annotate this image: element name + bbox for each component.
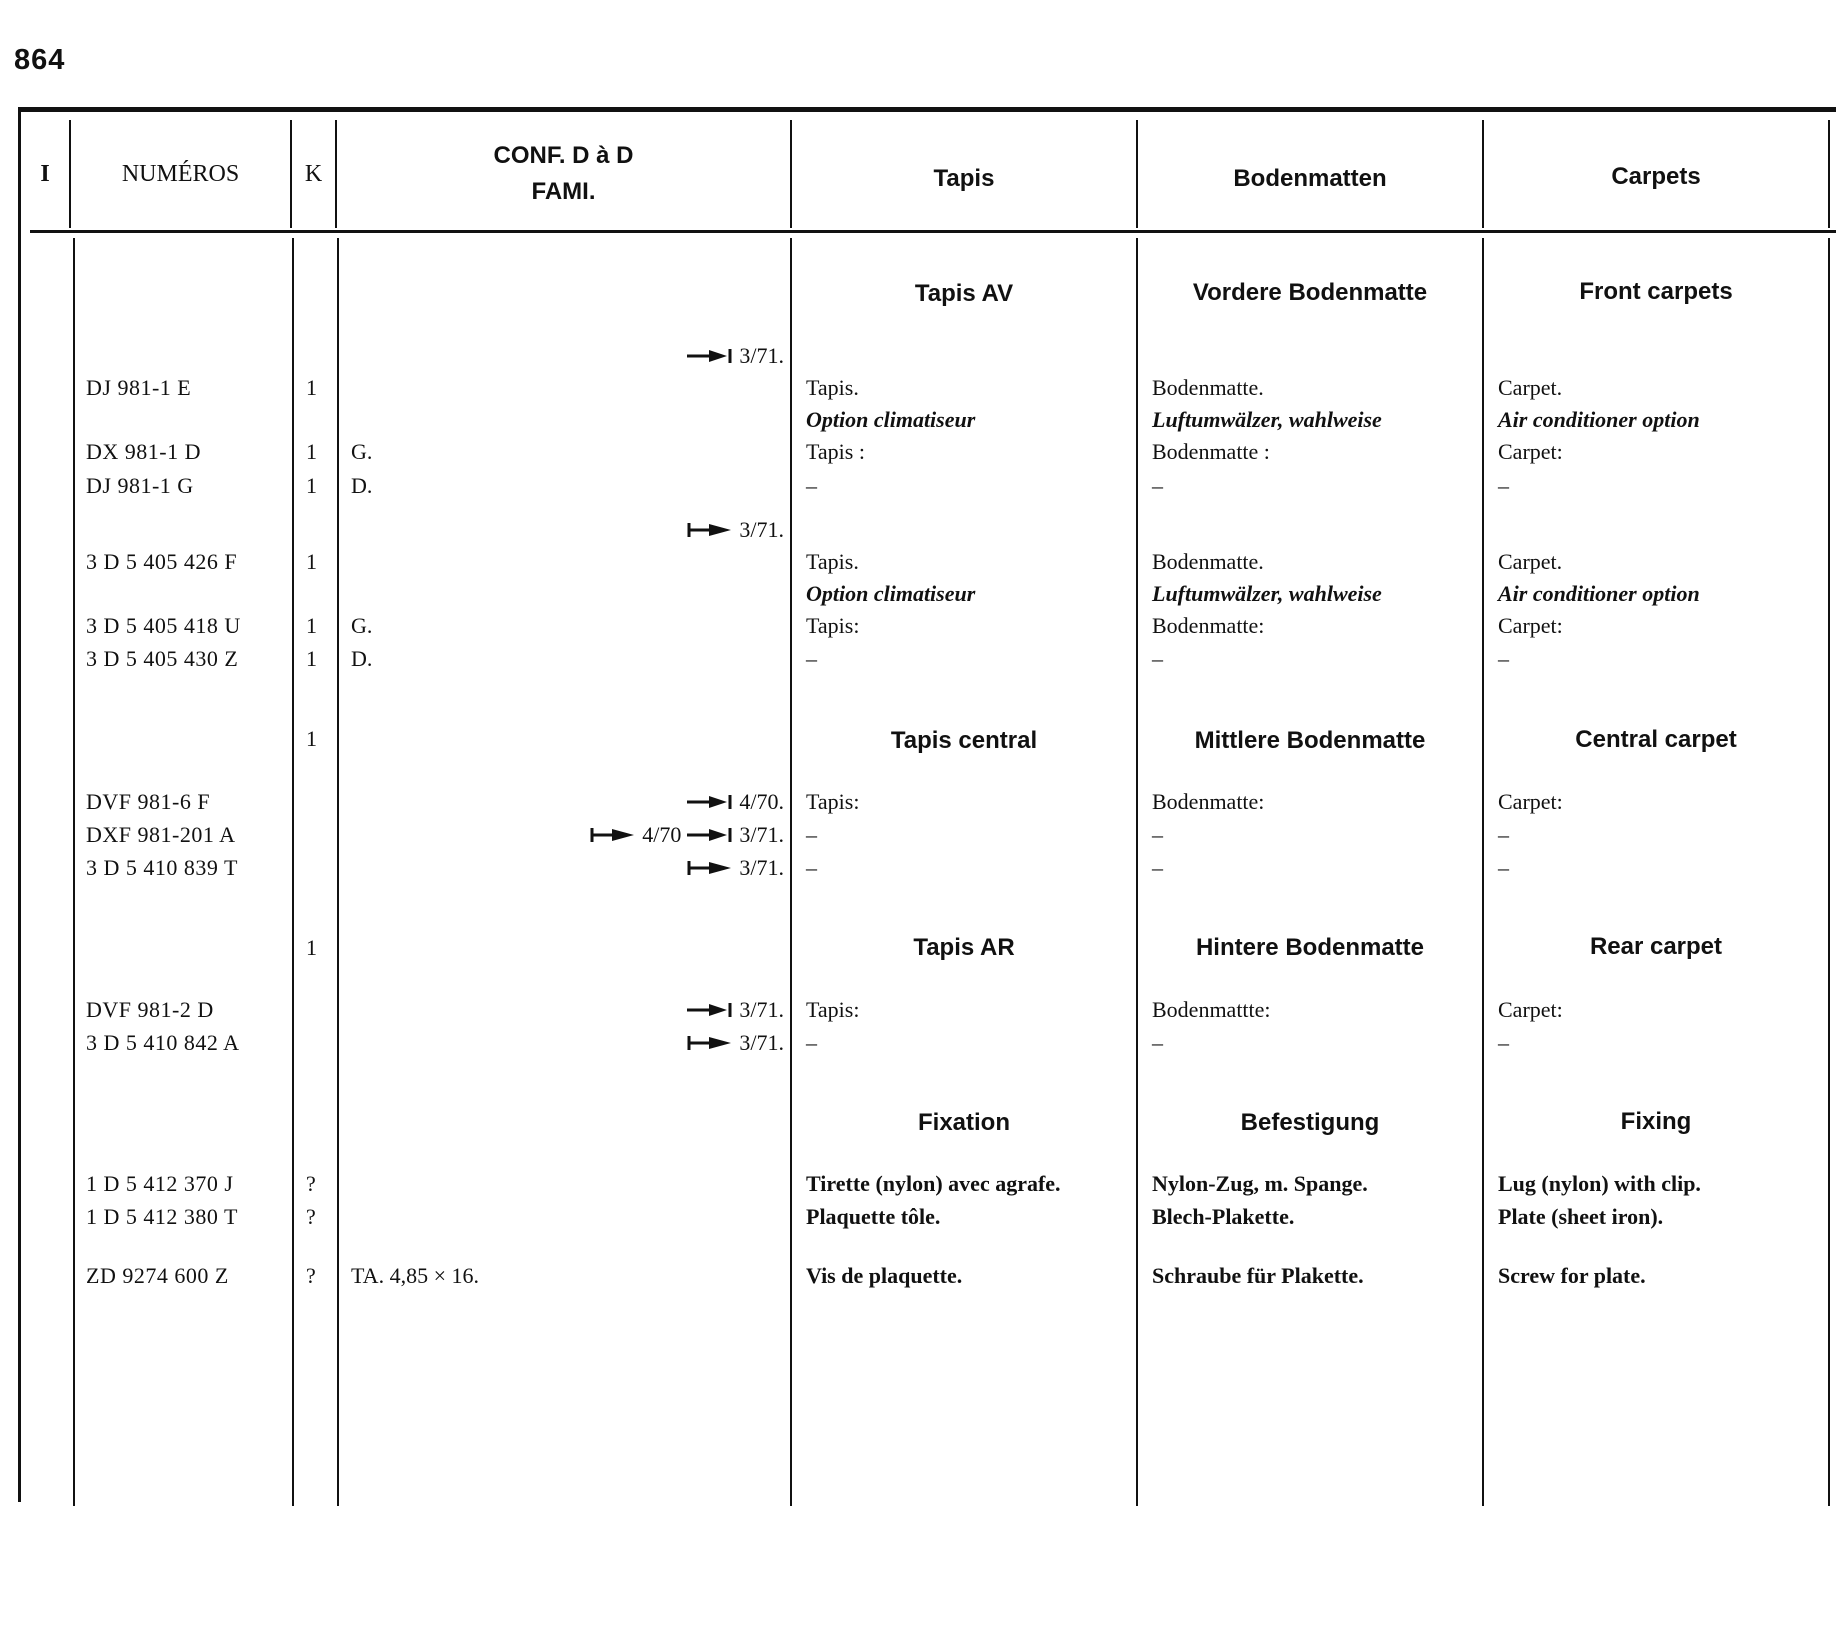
description-english: Plate (sheet iron). (1498, 1204, 1664, 1229)
column-divider (1136, 238, 1138, 1506)
description-english: Lug (nylon) with clip. (1498, 1171, 1701, 1196)
description-french: Option climatiseur (806, 581, 976, 606)
part-number: 3 D 5 410 842 A (86, 1030, 240, 1055)
part-number: DXF 981-201 A (86, 822, 236, 847)
bar-to-arrow-icon (687, 1036, 733, 1050)
description-german: Bodenmatte. (1152, 549, 1264, 574)
description-french: Tapis: (806, 613, 860, 638)
quantity-k: ? (306, 1171, 316, 1196)
quantity-k: ? (306, 1204, 316, 1229)
date-marker (687, 996, 784, 1024)
section-title-german: Vordere Bodenmatte (1192, 279, 1428, 306)
date-marker (687, 516, 784, 544)
description-french: – (806, 855, 817, 880)
description-french: Tapis : (806, 439, 865, 464)
date-marker (687, 854, 784, 882)
header-k: K (304, 160, 323, 187)
description-french: – (806, 1030, 817, 1055)
section-title-english: Front carpets (1579, 278, 1733, 305)
header-french: Tapis (933, 165, 995, 192)
description-german: – (1152, 473, 1163, 498)
description-english: – (1498, 646, 1509, 671)
description-french: Tapis. (806, 549, 859, 574)
header-conf-line1: CONF. D à D (493, 142, 634, 169)
description-english: – (1498, 822, 1509, 847)
part-number: DX 981-1 D (86, 439, 201, 464)
description-english: – (1498, 855, 1509, 880)
header-col-i: I (40, 160, 50, 187)
section-title-english: Central carpet (1575, 726, 1737, 753)
description-english: Carpet: (1498, 439, 1563, 464)
description-french: – (806, 822, 817, 847)
section-title-french: Fixation (917, 1109, 1010, 1136)
description-english: Carpet: (1498, 613, 1563, 638)
part-number: DJ 981-1 E (86, 375, 192, 400)
marker-date: 3/71. (739, 343, 784, 368)
section-title-german: Hintere Bodenmatte (1195, 934, 1425, 961)
date-marker (687, 788, 784, 816)
header-conf (337, 120, 790, 228)
page-number: 864 (14, 44, 66, 76)
table-top-rule (18, 107, 1836, 112)
quantity-k: ? (306, 1263, 316, 1288)
marker-date: 3/71. (739, 997, 784, 1022)
description-german: Nylon-Zug, m. Spange. (1152, 1171, 1368, 1196)
section-title-german: Befestigung (1240, 1109, 1380, 1136)
description-german: Bodenmatte : (1152, 439, 1270, 464)
description-german: Blech-Plakette. (1152, 1204, 1295, 1229)
part-number: 3 D 5 405 426 F (86, 549, 238, 574)
bar-to-arrow-icon (687, 523, 733, 537)
header-numeros: NUMÉROS (121, 160, 240, 187)
column-divider (1482, 238, 1484, 1506)
section-title-english: Rear carpet (1589, 933, 1723, 960)
description-english: Carpet. (1498, 549, 1563, 574)
marker-date: 3/71. (739, 1030, 784, 1055)
quantity-k: 1 (306, 375, 317, 400)
date-marker (590, 821, 784, 849)
column-divider (1828, 238, 1830, 1506)
marker-date: 3/71. (739, 855, 784, 880)
description-french: – (806, 646, 817, 671)
column-divider (790, 238, 792, 1506)
description-english: Carpet: (1498, 997, 1563, 1022)
part-number: 3 D 5 405 418 U (86, 613, 241, 638)
arrow-to-bar-icon (687, 795, 733, 809)
date-marker (687, 342, 784, 370)
part-number: 3 D 5 410 839 T (86, 855, 238, 880)
arrow-to-bar-icon (687, 828, 733, 842)
description-french: Tapis: (806, 997, 860, 1022)
description-english: Carpet: (1498, 789, 1563, 814)
section-k: 1 (306, 935, 317, 960)
quantity-k: 1 (306, 473, 317, 498)
marker-date: 3/71. (739, 822, 784, 847)
configuration: D. (351, 646, 373, 671)
description-german: Schraube für Plakette. (1152, 1263, 1364, 1288)
column-divider (18, 107, 21, 1502)
description-english: – (1498, 473, 1509, 498)
configuration: D. (351, 473, 373, 498)
description-english: Carpet. (1498, 375, 1563, 400)
description-french: Plaquette tôle. (806, 1204, 941, 1229)
header-conf-line2: FAMI. (531, 178, 596, 205)
description-french: Tapis: (806, 789, 860, 814)
column-divider (1828, 120, 1830, 228)
quantity-k: 1 (306, 439, 317, 464)
part-number: DVF 981-6 F (86, 789, 211, 814)
description-french: Tirette (nylon) avec agrafe. (806, 1171, 1061, 1196)
description-german: Bodenmatte. (1152, 375, 1264, 400)
description-french: – (806, 473, 817, 498)
description-french: Vis de plaquette. (806, 1263, 963, 1288)
description-german: – (1152, 855, 1163, 880)
marker-date: 4/70. (739, 789, 784, 814)
column-divider (292, 238, 294, 1506)
description-german: – (1152, 646, 1163, 671)
header-german: Bodenmatten (1233, 165, 1387, 192)
section-title-german: Mittlere Bodenmatte (1194, 727, 1426, 754)
arrow-to-bar-icon (687, 1003, 733, 1017)
description-french: Tapis. (806, 375, 859, 400)
bar-to-arrow-icon (687, 861, 733, 875)
description-english: Air conditioner option (1498, 407, 1700, 432)
description-german: Bodenmatte: (1152, 789, 1265, 814)
part-number: ZD 9274 600 Z (86, 1263, 229, 1288)
part-number: 3 D 5 405 430 Z (86, 646, 239, 671)
quantity-k: 1 (306, 549, 317, 574)
description-english: – (1498, 1030, 1509, 1055)
marker-date: 3/71. (739, 517, 784, 542)
description-german: Bodenmatte: (1152, 613, 1265, 638)
arrow-to-bar-icon (687, 349, 733, 363)
section-title-french: Tapis central (890, 727, 1038, 754)
section-title-english: Fixing (1620, 1108, 1692, 1135)
description-french: Option climatiseur (806, 407, 976, 432)
section-title-french: Tapis AV (914, 280, 1014, 307)
bar-to-arrow-icon (590, 828, 636, 842)
quantity-k: 1 (306, 646, 317, 671)
part-number: 1 D 5 412 370 J (86, 1171, 234, 1196)
description-german: Luftumwälzer, wahlweise (1152, 407, 1382, 432)
quantity-k: 1 (306, 613, 317, 638)
configuration: G. (351, 439, 373, 464)
description-german: – (1152, 1030, 1163, 1055)
part-number: 1 D 5 412 380 T (86, 1204, 238, 1229)
configuration: TA. 4,85 × 16. (351, 1263, 479, 1288)
header-english: Carpets (1611, 163, 1701, 190)
date-marker (687, 1029, 784, 1057)
column-divider (337, 238, 339, 1506)
configuration: G. (351, 613, 373, 638)
marker-date-from: 4/70 (642, 822, 682, 847)
description-german: Bodenmattte: (1152, 997, 1271, 1022)
part-number: DVF 981-2 D (86, 997, 214, 1022)
section-k: 1 (306, 726, 317, 751)
description-english: Air conditioner option (1498, 581, 1700, 606)
section-title-french: Tapis AR (913, 934, 1015, 961)
description-german: Luftumwälzer, wahlweise (1152, 581, 1382, 606)
description-german: – (1152, 822, 1163, 847)
part-number: DJ 981-1 G (86, 473, 194, 498)
description-english: Screw for plate. (1498, 1263, 1646, 1288)
column-divider (73, 238, 75, 1506)
